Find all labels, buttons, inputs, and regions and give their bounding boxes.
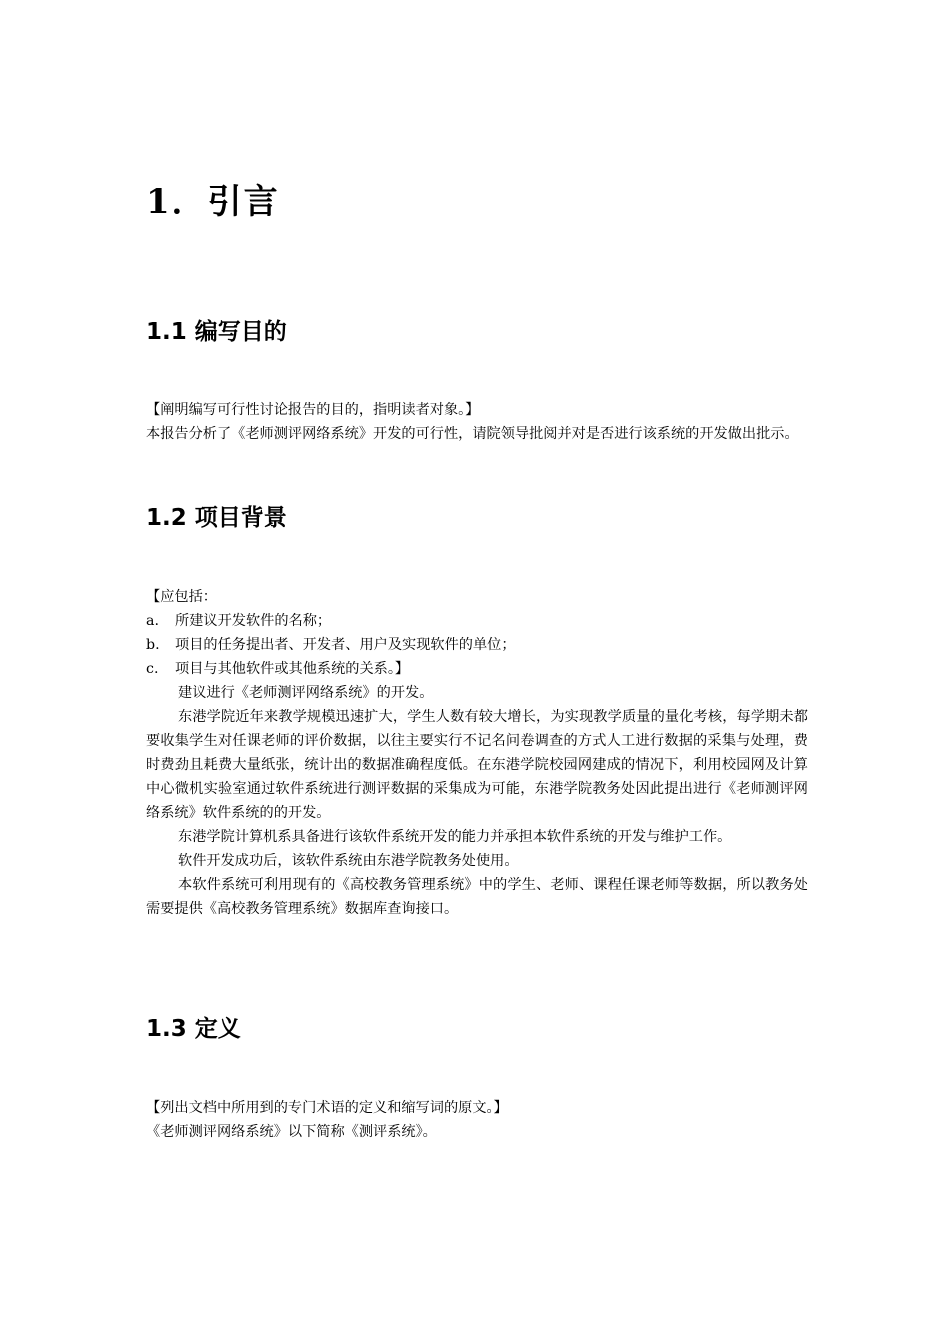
paragraph: 《老师测评网络系统》以下简称《测评系统》。 <box>146 1124 437 1140</box>
list-item <box>146 657 808 681</box>
list-text: 项目与其他软件或其他系统的关系。】 <box>175 661 410 677</box>
list-marker: b. <box>146 637 160 653</box>
list-item <box>146 633 808 657</box>
section-heading-definitions: 1.3 定义 <box>146 1016 241 1042</box>
list-marker: a. <box>146 613 159 629</box>
list-text: 项目的任务提出者、开发者、用户及实现软件的单位； <box>175 637 516 653</box>
paragraph: 本报告分析了《老师测评网络系统》开发的可行性，请院领导批阅并对是否进行该系统的开发做出批示。 <box>146 426 799 442</box>
hint-text: 【列出文档中所用到的专门术语的定义和缩写词的原文。】 <box>146 1100 508 1116</box>
hint-text: 【应包括： <box>146 589 217 605</box>
list-text: 所建议开发软件的名称； <box>175 613 332 629</box>
paragraph: 建议进行《老师测评网络系统》的开发。 <box>178 685 434 701</box>
section-heading-purpose: 1.1 编写目的 <box>146 319 287 345</box>
section-body-background <box>146 585 808 921</box>
section-heading-background: 1.2 项目背景 <box>146 505 287 531</box>
list-marker: c. <box>146 661 159 677</box>
section-body-definitions <box>146 1096 808 1144</box>
list-item <box>146 609 808 633</box>
paragraph: 东港学院计算机系具备进行该软件系统开发的能力并承担本软件系统的开发与维护工作。 <box>178 829 732 845</box>
chapter-title: 1．引言 <box>146 182 280 222</box>
section-body-purpose <box>146 398 808 446</box>
hint-text: 【阐明编写可行性讨论报告的目的，指明读者对象。】 <box>146 402 480 418</box>
paragraph: 本软件系统可利用现有的《高校教务管理系统》中的学生、老师、课程任课老师等数据，所以教务处需要提供《高校教务管理系统》数据库查询接口。 <box>146 877 808 917</box>
paragraph: 东港学院近年来教学规模迅速扩大，学生人数有较大增长，为实现教学质量的量化考核，每学期未都要收集学生对任课老师的评价数据，以往主要实行不记名问卷调查的方式人工进行数据的采集与处理，费时费劲且耗费大量纸张，统计出的数据准确程度低。在东港学院校园网建成的情况下，利用校园网及计算中心微机实验室通过软件系统进行测评数据的采集成为可能，东港学院教务处因此提出进行《老师测评网络系统》软件系统的的开发。 <box>146 709 808 821</box>
paragraph: 软件开发成功后，该软件系统由东港学院教务处使用。 <box>178 853 519 869</box>
